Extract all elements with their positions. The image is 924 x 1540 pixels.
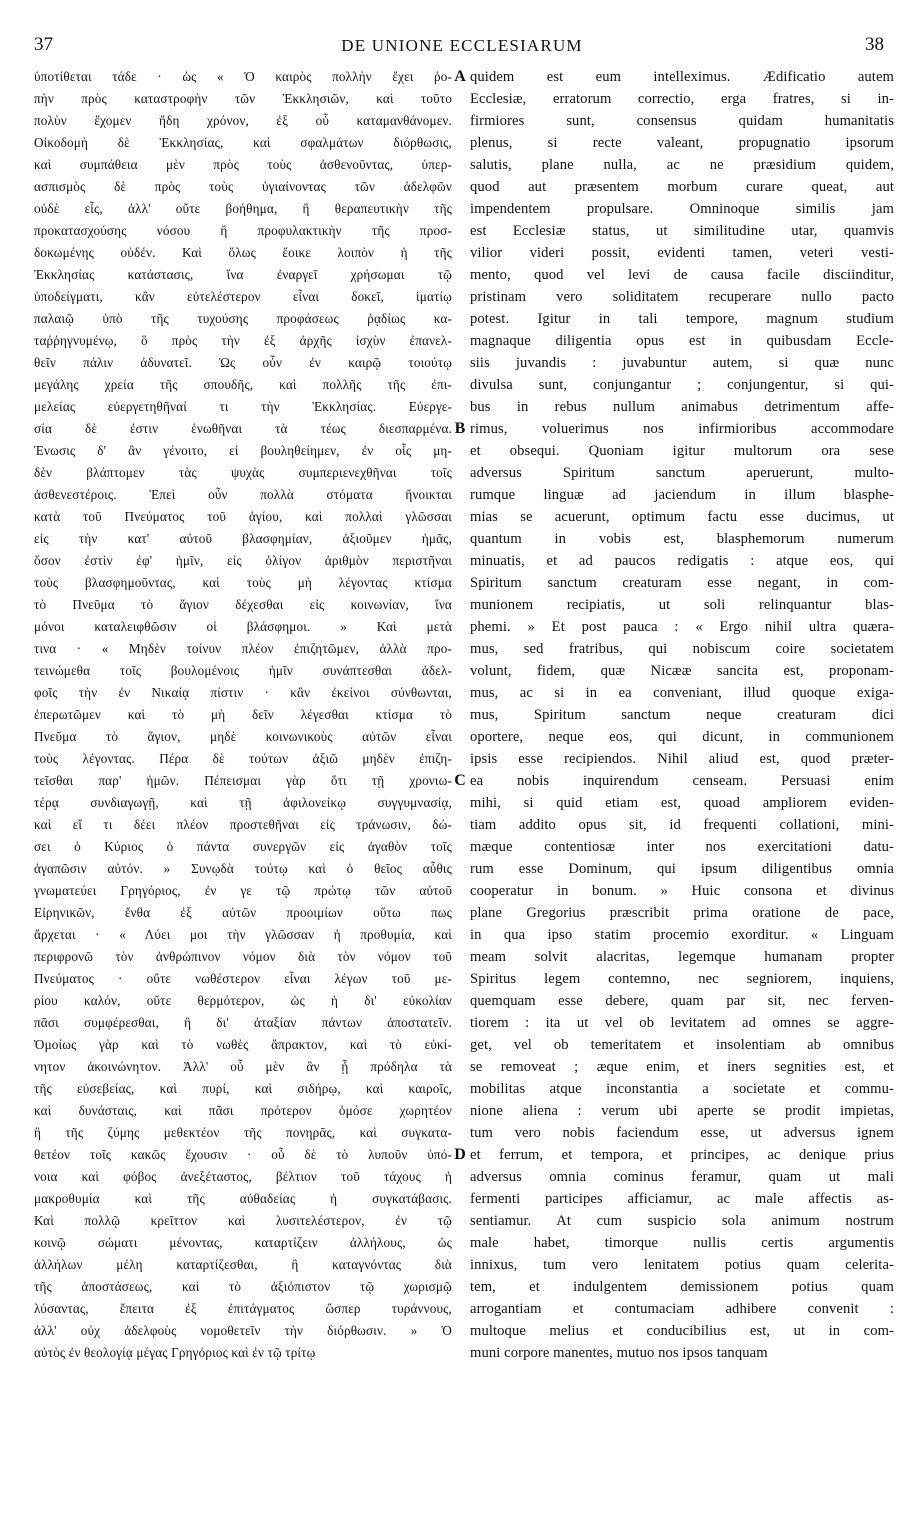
latin-text-line: phemi. » Et post pauca : « Ergo nihil ultra quæra- — [470, 619, 894, 635]
greek-text-line: ὅσον ἐστὶν ἐφ' ἡμῖν, εἰς ὀλίγον ἀριθμὸν περιστῆναι — [34, 553, 452, 568]
latin-text-line: Spiritus legem contemno, nec segniorem, inquiens, — [470, 971, 894, 987]
latin-text-line: mias se acuerunt, optimum factu esse ducimus, ut — [470, 509, 894, 525]
latin-text-line: mus, ac si in ea conveniant, illud quoque exiga- — [470, 685, 894, 701]
greek-text-line: μόνοι καταλειφθῶσιν οἱ βλάσφημοι. » Καὶ μετὰ — [34, 619, 452, 634]
page-number-right: 38 — [865, 34, 884, 55]
latin-text-line: mæque contentiosæ inter nos exercitationi datu- — [470, 839, 894, 855]
page-number-left: 37 — [34, 34, 53, 55]
greek-text-line: τοὺς λέγοντας. Πέρα δὲ τούτων ἀξιῶ μηδὲν ἐπιζη- — [34, 751, 452, 766]
greek-text-line: θεῖν πάλιν ἀδυνατεῖ. Ὡς οὖν ἐν καιρῷ τοιούτῳ — [34, 355, 452, 370]
latin-text-line: mento, quod vel levi de causa facile disciinditur, — [470, 267, 894, 283]
greek-text-line: Ἐκκλησίας κατάστασις, ἵνα ἐναργεῖ χρήσωμαι τῷ — [34, 267, 452, 282]
greek-text-line: τῆς εὐσεβείας, καὶ πυρί, καὶ σιδήρῳ, καὶ καιροῖς, — [34, 1081, 452, 1096]
running-header — [0, 32, 924, 62]
latin-text-line: mus, Spiritum sanctum neque creaturam dici — [470, 707, 894, 723]
latin-text-line: rumque linguæ ad jaciendum in illum blasphe- — [470, 487, 894, 503]
latin-text-line: tum vero nobis faciendum esse, ut adversus ignem — [470, 1125, 894, 1141]
greek-text-line: τεῖσθαι παρ' ἡμῶν. Πέπεισμαι γὰρ ὅτι τῇ χρονιω- — [34, 773, 452, 788]
greek-text-line: ἢ τῆς ζύμης μεθεκτέον τῆς πονηρᾶς, καὶ συγκατα- — [34, 1125, 452, 1140]
greek-text-line: τεινώμεθα τοῖς βουλομένοις ἡμῖν συνάπτεσθαι ἀδελ- — [34, 663, 452, 678]
latin-text-line: Ecclesiæ, erratorum correctio, erga fratres, si in- — [470, 91, 894, 107]
latin-text-line: innixus, tum vero lenitatem potius quam celerita- — [470, 1257, 894, 1273]
greek-text-line: Πνεύματος · οὔτε νωθέστερον εἶναι λέγων τοῦ με- — [34, 971, 452, 986]
greek-text-line: παλαιῷ ὑπὸ τῆς τυχούσης προφάσεως ῥᾳδίως κα- — [34, 311, 452, 326]
latin-text-line: oportere, neque eos, qui dicunt, in communionem — [470, 729, 894, 745]
latin-text-line: siis juvandis : juvabuntur autem, si quæ nunc — [470, 355, 894, 371]
latin-text-line: vilior videri possit, evidenti tamen, veteri vesti- — [470, 245, 894, 261]
greek-text-line: Πνεῦμα τὸ ἅγιον, μηδὲ κοινωνικοὺς αὐτῶν εἶναι — [34, 729, 452, 744]
greek-text-line: κατὰ τοῦ Πνεύματος τοῦ ἁγίου, καὶ πολλαὶ γλῶσσαι — [34, 509, 452, 524]
greek-text-line: καὶ εἴ τι δέει πλέον προστεθῆναι εἰς τράνωσιν, δώ- — [34, 817, 452, 832]
latin-text-line: divulsa sunt, conjungantur ; conjungentur, si qui- — [470, 377, 894, 393]
running-title: DE UNIONE ECCLESIARUM — [341, 36, 583, 55]
latin-text-line: bus in rebus nullum animabus detrimentum affe- — [470, 399, 894, 415]
latin-text-line: multoque melius et conducibilius est, ut in com- — [470, 1323, 894, 1339]
greek-text-line: σει ὁ Κύριος ὁ πάντα συνεργῶν εἰς ἀγαθὸν τοῖς — [34, 839, 452, 854]
latin-text-line: arrogantiam et contumaciam adhibere convenit : — [470, 1301, 894, 1317]
greek-text-line: νοια καὶ φόβος ἀνεξέταστος, βέλτιον τοῦ τάχους ἡ — [34, 1169, 452, 1184]
greek-text-line: μακροθυμία καὶ τῆς αὐθαδείας ἡ συγκατάβασις. — [34, 1191, 452, 1206]
greek-text-line: μεγάλης χρεία τῆς σπουδῆς, καὶ πολλῆς τῆς ἐπι- — [34, 377, 452, 392]
greek-text-line: σία δὲ ἐστιν ἑνωθῆναι τὰ τέως διεσπαρμένα. — [34, 421, 452, 436]
section-marker-d: D — [454, 1146, 466, 1163]
latin-text-line: Spiritum sanctum creaturam esse negant, in com- — [470, 575, 894, 591]
greek-text-line: περιφρονῶ τὸν ἀνθρώπινον νόμον διὰ τὸν νόμον τοῦ — [34, 949, 452, 964]
latin-text-line: volunt, fidem, quæ Nicææ sancita est, proponam- — [470, 663, 894, 679]
latin-text-line: male habet, timorque nullis certis argumentis — [470, 1235, 894, 1251]
greek-text-line: ἀγαπῶσιν αὐτόν. » Συνῳδὰ τούτῳ καὶ ὁ θεῖος αὖθις — [34, 861, 452, 876]
greek-text-line: κοινῷ σώματι μένοντας, καταρτίζειν ἀλλήλους, ὡς — [34, 1235, 452, 1250]
latin-text-line: quod aut præsentem morbum curare queat, aut — [470, 179, 894, 195]
greek-text-line: προκατασχούσης νόσου ἢ προφυλακτικὴν τῆς προσ- — [34, 223, 452, 238]
latin-text-line: meam solvit alacritas, legemque humanam propter — [470, 949, 894, 965]
latin-text-line: sentiamur. At cum suspicio sola animum nostrum — [470, 1213, 894, 1229]
greek-text-line: ἐπερωτῶμεν καὶ τὸ μὴ δεῖν λέγεσθαι κτίσμα τὸ — [34, 707, 452, 722]
latin-text-line: plane Gregorius præscribit prima oratione de pace, — [470, 905, 894, 921]
greek-text-line: τοὺς βλασφημοῦντας, καὶ τοὺς μὴ λέγοντας κτίσμα — [34, 575, 452, 590]
latin-text-line: salutis, plane nulla, ac ne præsidium quidem, — [470, 157, 894, 173]
greek-text-line: Ὁμοίως γὰρ καὶ τὸ νωθὲς ἄπρακτον, καὶ τὸ εὐκί- — [34, 1037, 452, 1052]
greek-text-line: ὑποτίθεται τάδε · ὡς « Ὁ καιρὸς πολλὴν ἔχει ῥο- — [34, 69, 452, 84]
greek-text-line: πὴν πρὸς καταστροφὴν τῶν Ἐκκλησιῶν, καὶ τοῦτο — [34, 91, 452, 106]
greek-text-line: δὲν βλάπτομεν τὰς ψυχὰς συμπεριενεχθῆναι τοῖς — [34, 465, 452, 480]
latin-text-line: get, vel ob temeritatem et insolentiam ab omnibus — [470, 1037, 894, 1053]
latin-text-line: plenus, si recte valeant, propugnatio ipsorum — [470, 135, 894, 151]
section-marker-a: A — [454, 68, 466, 85]
greek-text-line: ἀλλήλων μέλη καταρτίζεσθαι, ἢ καταγνόντας διὰ — [34, 1257, 452, 1272]
latin-text-line: tiorem : ita ut vel ob levitatem ad omnes se aggre- — [470, 1015, 894, 1031]
greek-text-line: Οἰκοδομὴ δὲ Ἐκκλησίας, καὶ σφαλμάτων διόρθωσις, — [34, 135, 452, 150]
latin-text-line: fermenti participes afficiamur, ac male affectis as- — [470, 1191, 894, 1207]
greek-text-line: γνωματεύει Γρηγόριος, ἐν γε τῷ πρώτῳ τῶν αὐτοῦ — [34, 883, 452, 898]
greek-text-line: Ἑνωσις δ' ἂν γένοιτο, εἰ βουληθείημεν, ἐν οἷς μη- — [34, 443, 452, 458]
latin-text-line: adversus Spiritum sanctum aperuerunt, multo- — [470, 465, 894, 481]
greek-text-line: πολὺν ἔχομεν ἤδη χρόνον, ἐξ οὗ καταμανθάνομεν. — [34, 113, 452, 128]
latin-text-line: magnaque diligentia opus est in quibusdam Eccle- — [470, 333, 894, 349]
latin-text-line: munionem recipiatis, ut soli relinquantur blas- — [470, 597, 894, 613]
greek-text-line: τῆς ἀποστάσεως, καὶ τὸ ἀξιόπιστον τῷ χωρισμῷ — [34, 1279, 452, 1294]
greek-text-line: τὸ Πνεῦμα τὸ ἅγιον δέχεσθαι εἰς κοινωνίαν, ἵνα — [34, 597, 452, 612]
latin-text-line: muni corpore manentes, mutuo nos ipsos tanquam — [470, 1345, 768, 1361]
latin-text-line: mobilitas atque inconstantia a societate et commu- — [470, 1081, 894, 1097]
greek-text-line: δοκωμένης οὐδέν. Καὶ ὅλως ἔοικε λοιπὸν ἡ τῆς — [34, 245, 452, 260]
latin-text-line: mihi, si quid etiam est, quoad ampliorem eviden- — [470, 795, 894, 811]
greek-text-line: ταῤῥηγνυμένῳ, ὃ πρὸς τὴν ἐξ ἀρχῆς ἰσχὺν ἐπανελ- — [34, 333, 452, 348]
latin-text-line: ipsis esse recipiendos. Nihil aliud est, quod præter- — [470, 751, 894, 767]
greek-text-line: ὑποδείγματι, κἂν εὐτελέστερον εἶναι δοκεῖ, ἱματίῳ — [34, 289, 452, 304]
latin-text-line: tem, et indulgentem demissionem potius quam — [470, 1279, 894, 1295]
latin-text-line: quidem est eum intelleximus. Ædificatio autem — [470, 69, 894, 85]
greek-text-line: φοῖς τὴν ἐν Νικαίᾳ πίστιν · κἂν ἐκείνοι σύνθωνται, — [34, 685, 452, 700]
greek-text-line: μελείας εὐεργετηθῆναί τι τὴν Ἐκκλησίας. Εὐεργε- — [34, 399, 452, 414]
greek-text-line: αὐτὸς ἐν θεολογίᾳ μέγας Γρηγόριος καὶ ἐν τῷ τρίτῳ — [34, 1345, 316, 1360]
latin-text-line: adversus omnia cominus feramur, quam ut mali — [470, 1169, 894, 1185]
latin-text-line: et ferrum, et tempora, et principes, ac denique prius — [470, 1147, 894, 1163]
latin-text-line: rum esse Dominum, qui ipsum diligentibus omnia — [470, 861, 894, 877]
greek-text-line: θετέον τοῖς κακῶς ἔχουσιν · οὗ δὲ τὸ λυποῦν ὑπό- — [34, 1147, 452, 1162]
latin-text-line: firmiores sunt, consensus quidam humanitatis — [470, 113, 894, 129]
latin-text-line: se removeat ; æque enim, et iners segnities est, et — [470, 1059, 894, 1075]
section-marker-c: C — [454, 772, 466, 789]
greek-text-line: ἄρχεται · « Λύει μοι τὴν γλῶσσαν ἡ προθυμία, καὶ — [34, 927, 452, 942]
latin-text-line: et obsequi. Quoniam igitur multorum ora sese — [470, 443, 894, 459]
greek-text-line: καὶ δυνάσταις, καὶ πᾶσι πρότερον ὁμόσε χωρητέον — [34, 1103, 452, 1118]
latin-text-line: cooperatur in bonum. » Huic consona et divinus — [470, 883, 894, 899]
latin-text-line: minuatis, et ad paucos redigatis : atque eos, qui — [470, 553, 894, 569]
greek-text-line: πᾶσι συμφέρεσθαι, ἢ δι' ἀταξίαν πάντων ἀποστατεῖν. — [34, 1015, 452, 1030]
greek-text-line: ἀσθενεστέροις. Ἐπεὶ οὖν πολλὰ στόματα ἤνοικται — [34, 487, 452, 502]
greek-text-line: εἰς τὴν κατ' αὐτοῦ βλασφημίαν, ἀξιοῦμεν ἡμᾶς, — [34, 531, 452, 546]
latin-text-line: in qua ipso statim procemio exorditur. « Linguam — [470, 927, 894, 943]
greek-text-line: Καὶ πολλῷ κρεῖττον καὶ λυσιτελέστερον, ἐν τῷ — [34, 1213, 452, 1228]
latin-text-line: est Ecclesiæ status, ut similitudine utar, quamvis — [470, 223, 894, 239]
greek-text-line: νητον ἀκοινώνητον. Ἀλλ' οὗ μὲν ἂν ᾖ πρόδηλα τὰ — [34, 1059, 452, 1074]
greek-text-line: λύσαντας, ἔπειτα ἐξ ἐπιτάγματος ὥσπερ τυράννους, — [34, 1301, 452, 1316]
latin-text-line: ea nobis inquirendum censeam. Persuasi enim — [470, 773, 894, 789]
latin-text-line: mus, sed fratribus, qui nobiscum coire societatem — [470, 641, 894, 657]
greek-text-line: οὐδὲ εἷς, ἀλλ' οὔτε βοήθημα, ἢ θεραπευτικὴν τῆς — [34, 201, 452, 216]
latin-text-column — [470, 66, 894, 1364]
greek-text-line: καὶ συμπάθεια μὲν πρὸς τοὺς ἀσθενοῦντας, ὑπερ- — [34, 157, 452, 172]
latin-text-line: nione aliena : verum ubi aperte se prodit impietas, — [470, 1103, 894, 1119]
greek-text-column — [34, 66, 452, 1364]
latin-text-line: tiam addito opus sit, id frequenti collationi, mini- — [470, 817, 894, 833]
greek-text-line: ασπισμὸς δὲ πρὸς τοὺς ὑγιαίνοντας τῶν ἀδελφῶν — [34, 179, 452, 194]
latin-text-line: quemquam esse debere, quam par sit, nec ferven- — [470, 993, 894, 1009]
greek-text-line: τινα · « Μηδὲν τοίνυν πλέον ἐπιζητῶμεν, ἀλλὰ προ- — [34, 641, 452, 656]
section-marker-b: B — [454, 420, 466, 437]
latin-text-line: impendentem propulsare. Omninoque similis jam — [470, 201, 894, 217]
latin-text-line: rimus, voluerimus nos infirmioribus accommodare — [470, 421, 894, 437]
greek-text-line: τέρᾳ συνδιαγωγῇ, καὶ τῇ ἀφιλονείκῳ συγγυμνασίᾳ, — [34, 795, 452, 810]
greek-text-line: ρίου καλόν, οὔτε θερμότερον, ὡς ἡ δι' εὐκολίαν — [34, 993, 452, 1008]
greek-text-line: Εἰρηνικῶν, ἔνθα ἐξ αὐτῶν προοιμίων οὕτω πως — [34, 905, 452, 920]
latin-text-line: quantum in vobis est, blasphemorum numerum — [470, 531, 894, 547]
greek-text-line: ἀλλ' οὐχ ἀδελφοὺς νομοθετεῖν τὴν διόρθωσιν. » Ὁ — [34, 1323, 452, 1338]
latin-text-line: potest. Igitur in tali tempore, magnum studium — [470, 311, 894, 327]
latin-text-line: pristinam vero soliditatem recuperare nullo pacto — [470, 289, 894, 305]
